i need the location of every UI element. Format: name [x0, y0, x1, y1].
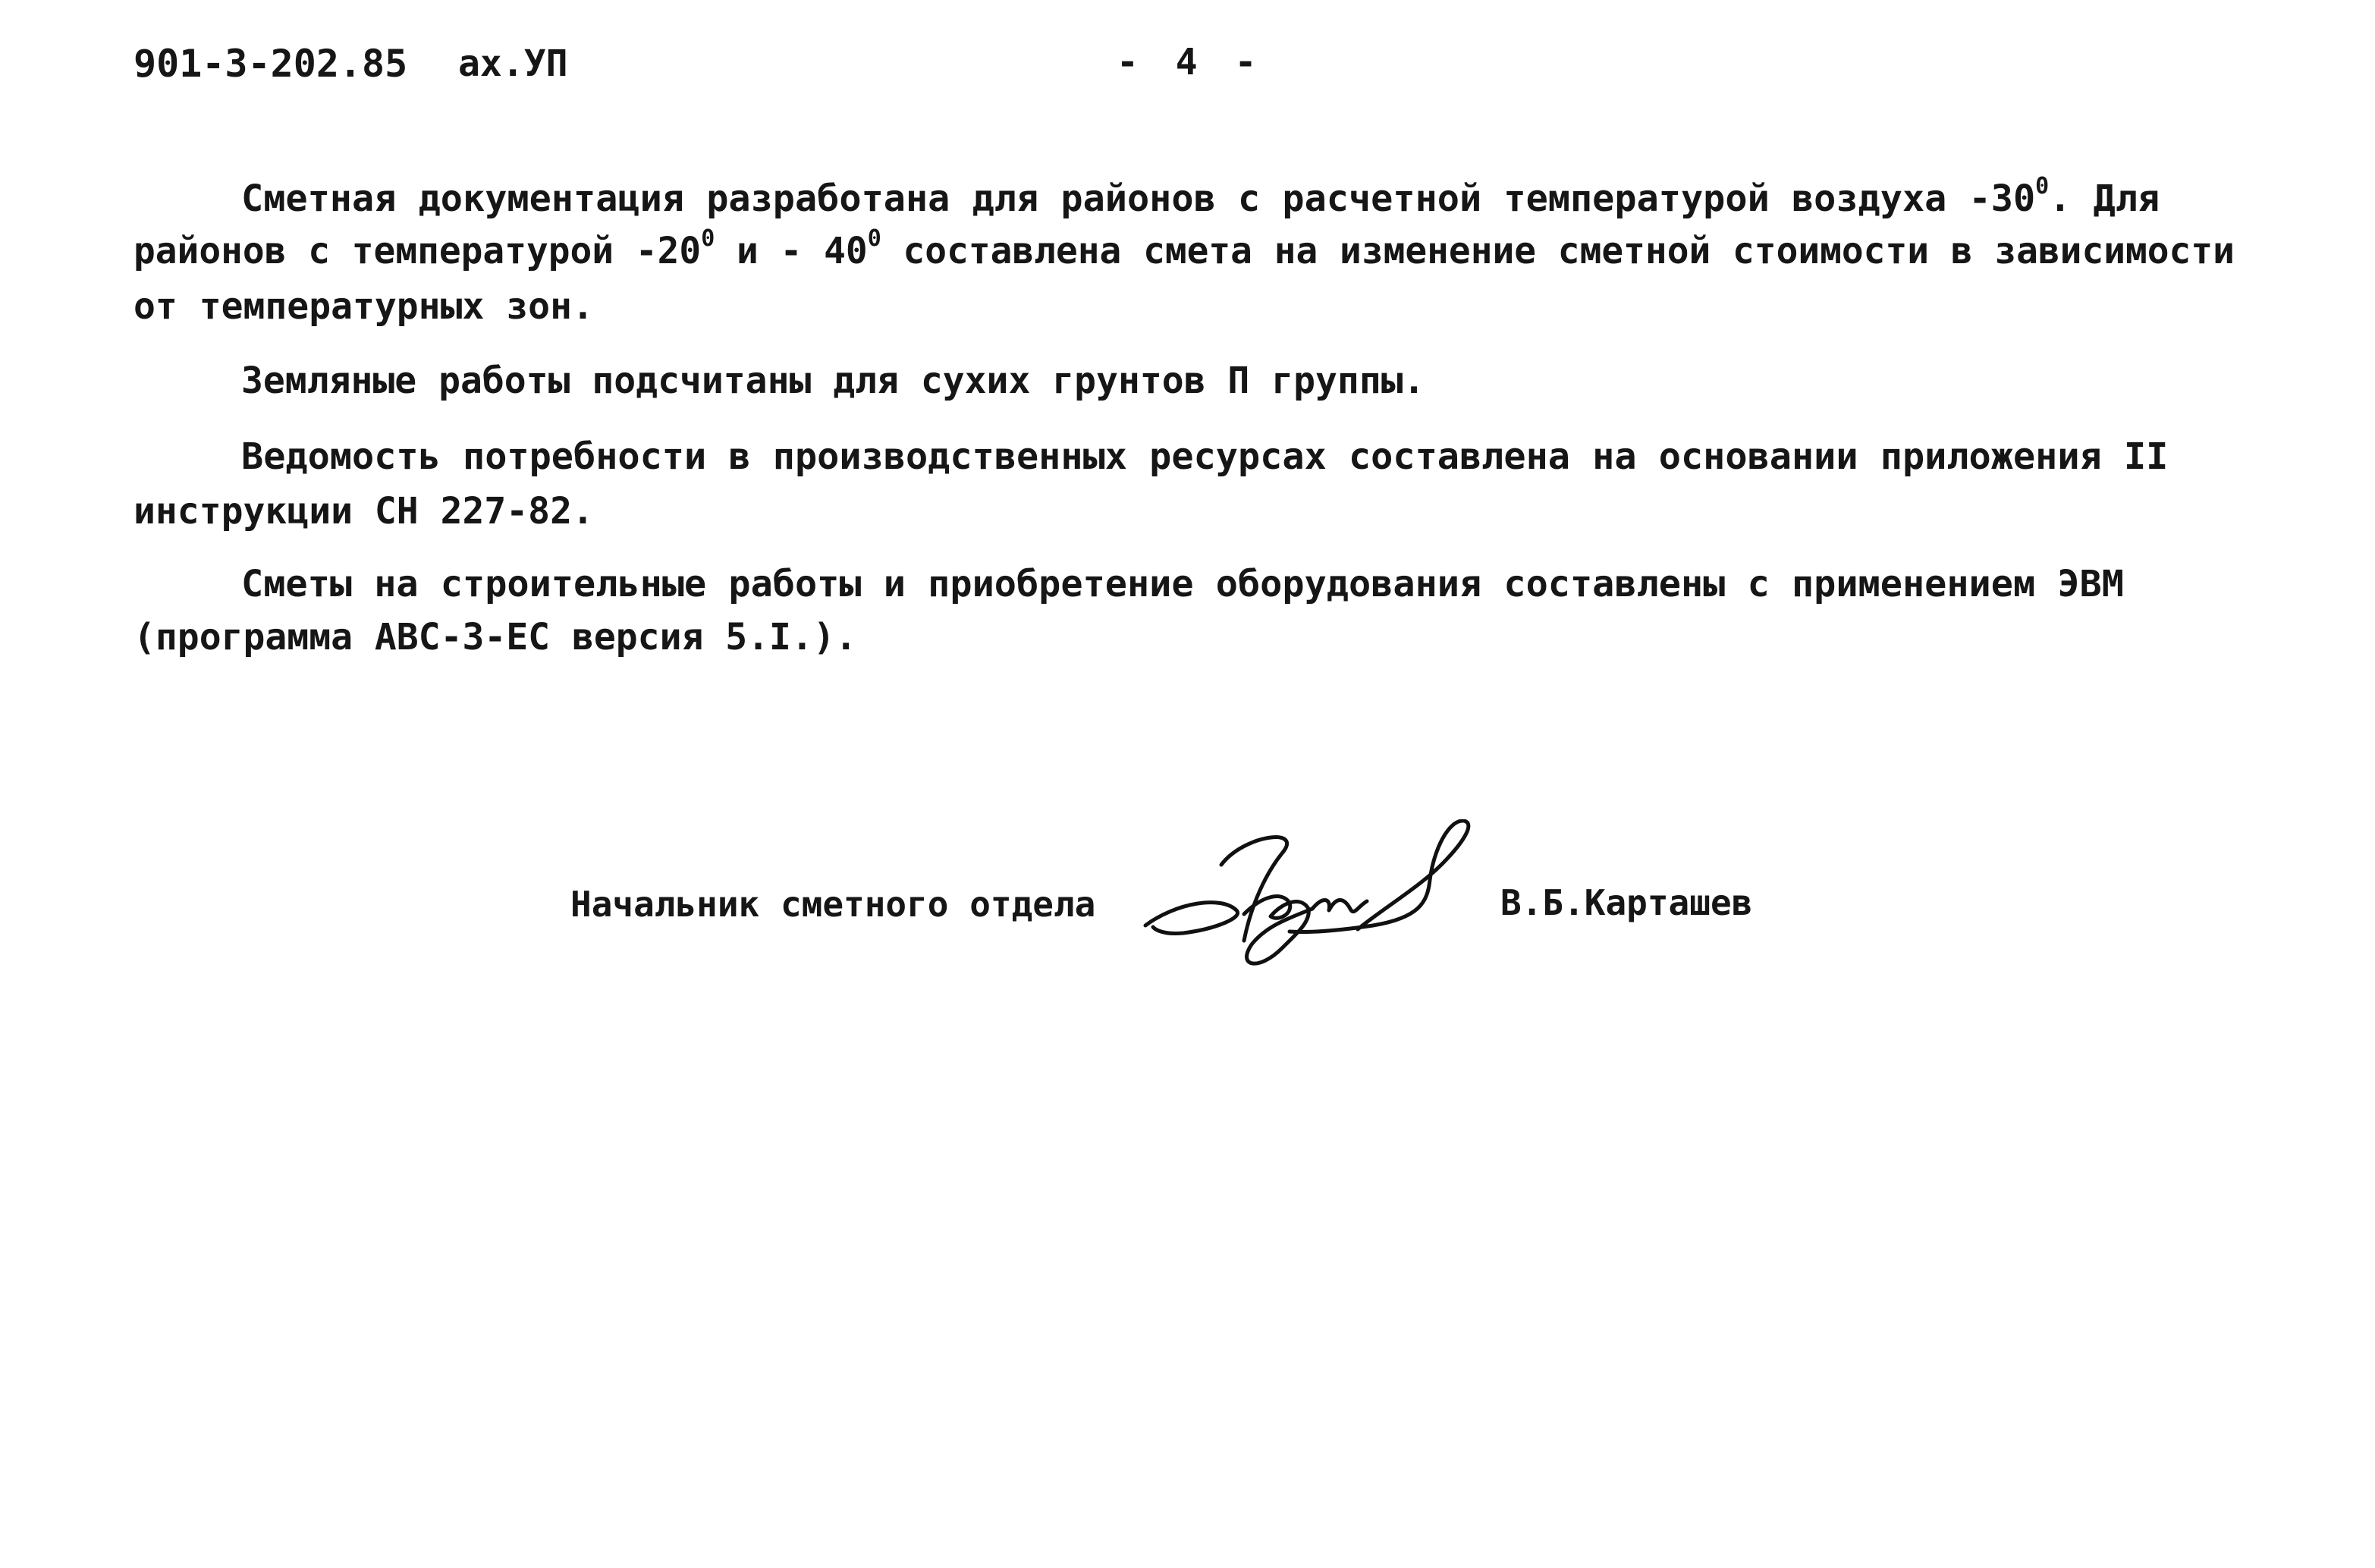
degree-superscript: 0: [867, 225, 881, 253]
text-segment: районов с температурой -20: [134, 231, 702, 272]
text-segment: составлена смета на изменение сметной стоимости в зависимости: [881, 231, 2235, 272]
paragraph-line: [241, 172, 2160, 222]
paragraph-line: от температурных зон.: [134, 285, 594, 328]
text-segment: Сметная документация разработана для районов с расчетной температурой воздуха -30: [241, 178, 2036, 220]
paragraph-line: [134, 225, 2235, 275]
handwritten-signature-icon: [1130, 819, 1494, 971]
paragraph-line: Земляные работы подсчитаны для сухих грунтов П группы.: [241, 360, 1425, 402]
paragraph-line: Сметы на строительные работы и приобретение оборудования составлены с применением ЭВМ: [241, 563, 2124, 605]
degree-superscript: 0: [701, 225, 715, 253]
signoff-name: В.Б.Карташев: [1500, 882, 1753, 923]
text-segment: . Для: [2049, 178, 2160, 220]
text-segment: и - 40: [715, 231, 868, 272]
degree-superscript: 0: [2035, 172, 2050, 200]
document-code: 901-3-202.85: [134, 42, 408, 86]
page-number: - 4 -: [1117, 41, 1264, 83]
paragraph-line: (программа АВС-3-ЕС версия 5.I.).: [134, 616, 857, 658]
paragraph-line: инструкции СН 227-82.: [134, 490, 594, 533]
sheet-label: ах.УП: [458, 42, 568, 85]
paragraph-line: Ведомость потребности в производственных ресурсах составлена на основании приложения II: [241, 435, 2169, 478]
signoff-position-title: Начальник сметного отдела: [570, 884, 1096, 925]
